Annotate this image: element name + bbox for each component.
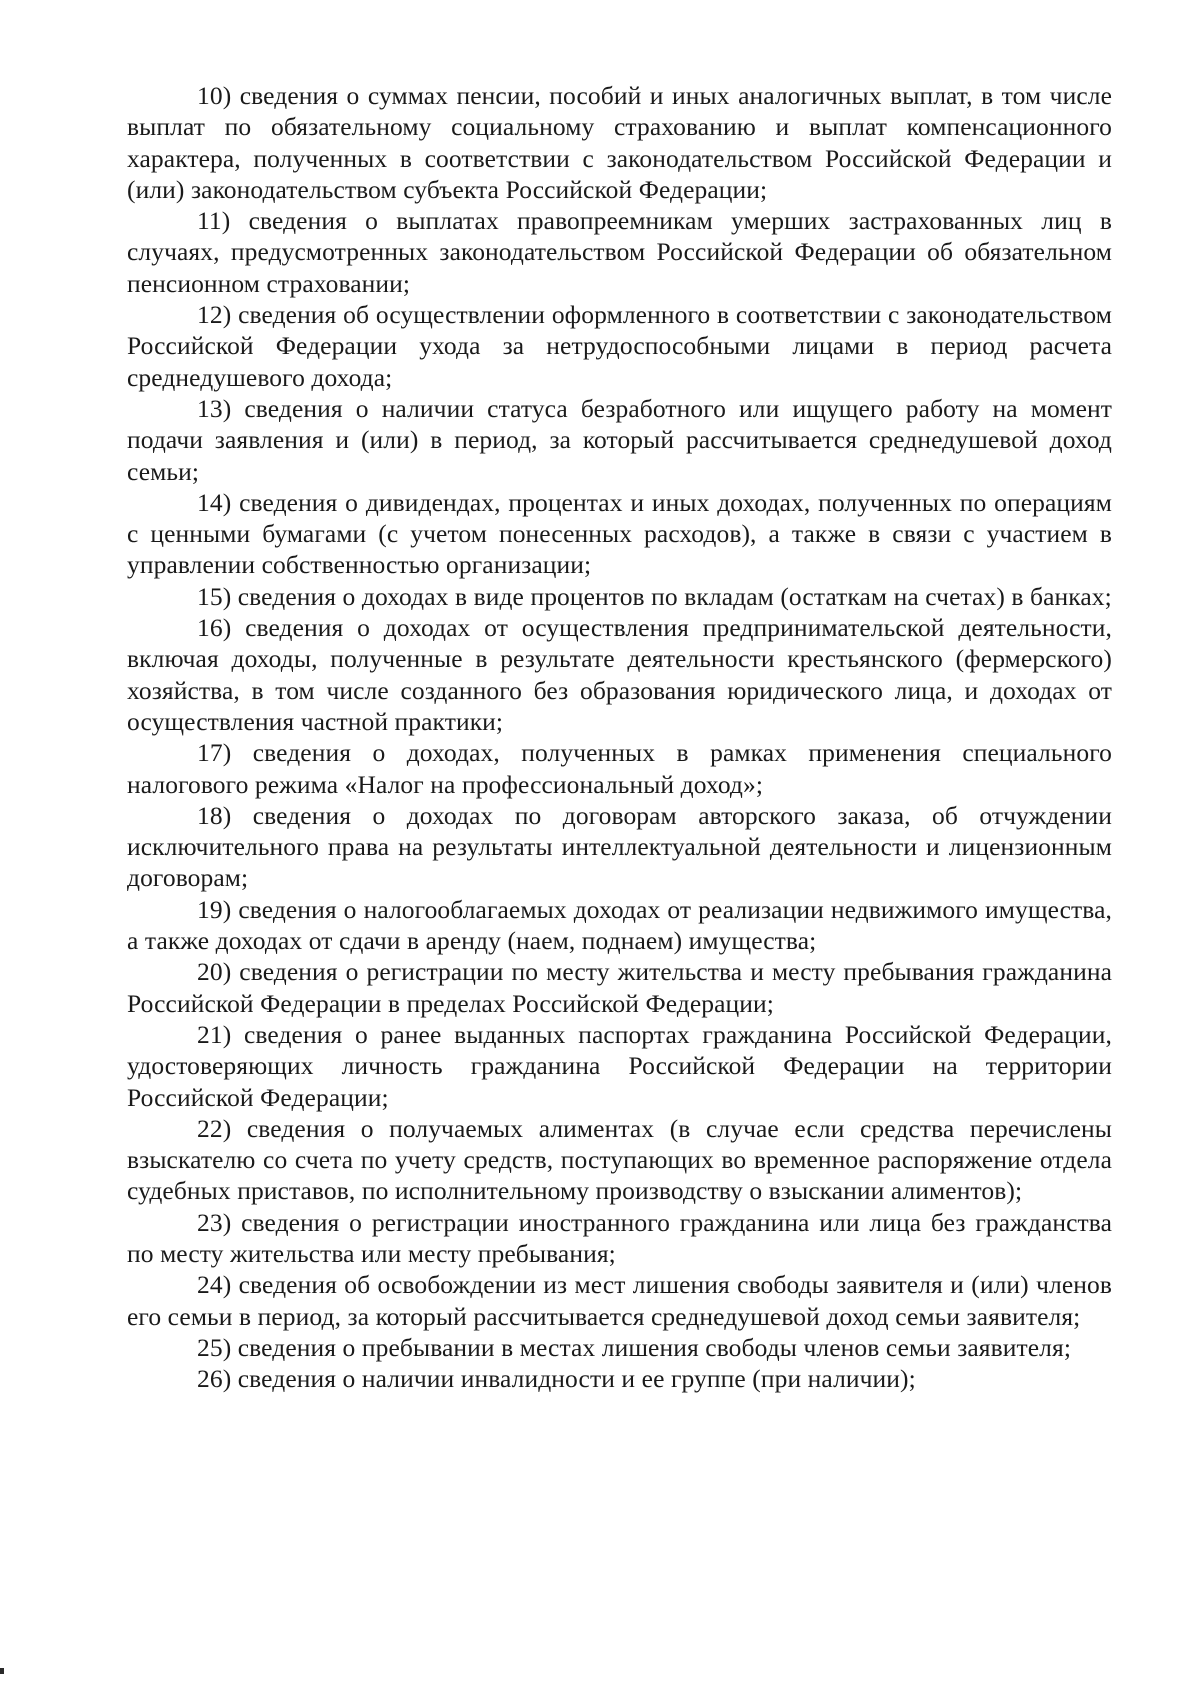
list-item-19: 19) сведения о налогооблагаемых доходах от реализации недвижимого имущества, а также доходах от сдачи в аренду (наем, поднаем) имущества; bbox=[127, 894, 1112, 956]
document-body bbox=[127, 80, 1112, 1394]
list-item-10: 10) сведения о суммах пенсии, пособий и иных аналогичных выплат, в том числе выплат по обязательному социальному страхованию и выплат компенсационного характера, полученных в соответствии с законодательством Российской Федерации и (или) законодательством субъекта Российской Федерации; bbox=[127, 81, 1112, 204]
list-item-18: 18) сведения о доходах по договорам авторского заказа, об отчуждении исключительного права на результаты интеллектуальной деятельности и лицензионным договорам; bbox=[127, 800, 1112, 893]
list-item-26: 26) сведения о наличии инвалидности и ее группе (при наличии); bbox=[197, 1364, 916, 1394]
list-item-11: 11) сведения о выплатах правопреемникам умерших застрахованных лиц в случаях, предусмотренных законодательством Российской Федерации об обязательном пенсионном страховании; bbox=[127, 206, 1112, 298]
list-item-14: 14) сведения о дивидендах, процентах и иных доходах, полученных по операциям с ценными бумагами (с учетом понесенных расходов), а также в связи с участием в управлении собственностью организации; bbox=[127, 487, 1112, 580]
list-item-12: 12) сведения об осуществлении оформленного в соответствии с законодательством Российской Федерации ухода за нетрудоспособными лицами в период расчета среднедушевого дохода; bbox=[127, 300, 1112, 392]
scan-edge-mark bbox=[0, 1668, 4, 1674]
list-item-15: 15) сведения о доходах в виде процентов по вкладам (остаткам на счетах) в банках; bbox=[197, 581, 1112, 611]
list-item-25: 25) сведения о пребывании в местах лишения свободы членов семьи заявителя; bbox=[197, 1332, 1072, 1362]
list-item-20: 20) сведения о регистрации по месту жительства и месту пребывания гражданина Российской Федерации в пределах Российской Федерации; bbox=[127, 957, 1112, 1018]
list-item-21: 21) сведения о ранее выданных паспортах гражданина Российской Федерации, удостоверяющих личность гражданина Российской Федерации на территории Российской Федерации; bbox=[127, 1019, 1112, 1112]
list-item-17: 17) сведения о доходах, полученных в рамках применения специального налогового режима «Налог на профессиональный доход»; bbox=[127, 738, 1112, 799]
list-item-16: 16) сведения о доходах от осуществления предпринимательской деятельности, включая доходы, полученные в результате деятельности крестьянского (фермерского) хозяйства, в том числе созданного без образования юридического лица, и доходах от осуществления частной практики; bbox=[127, 613, 1112, 736]
list-item-24: 24) сведения об освобождении из мест лишения свободы заявителя и (или) членов его семьи в период, за который рассчитывается среднедушевой доход семьи заявителя; bbox=[127, 1270, 1112, 1331]
list-item-22: 22) сведения о получаемых алиментах (в случае если средства перечислены взыскателю со счета по учету средств, поступающих во временное распоряжение отдела судебных приставов, по исполнительному производству о взыскании алиментов); bbox=[127, 1113, 1112, 1206]
list-item-13: 13) сведения о наличии статуса безработного или ищущего работу на момент подачи заявления и (или) в период, за который рассчитывается среднедушевой доход семьи; bbox=[127, 393, 1112, 486]
list-item-23: 23) сведения о регистрации иностранного гражданина или лица без гражданства по месту жительства или месту пребывания; bbox=[127, 1207, 1112, 1268]
